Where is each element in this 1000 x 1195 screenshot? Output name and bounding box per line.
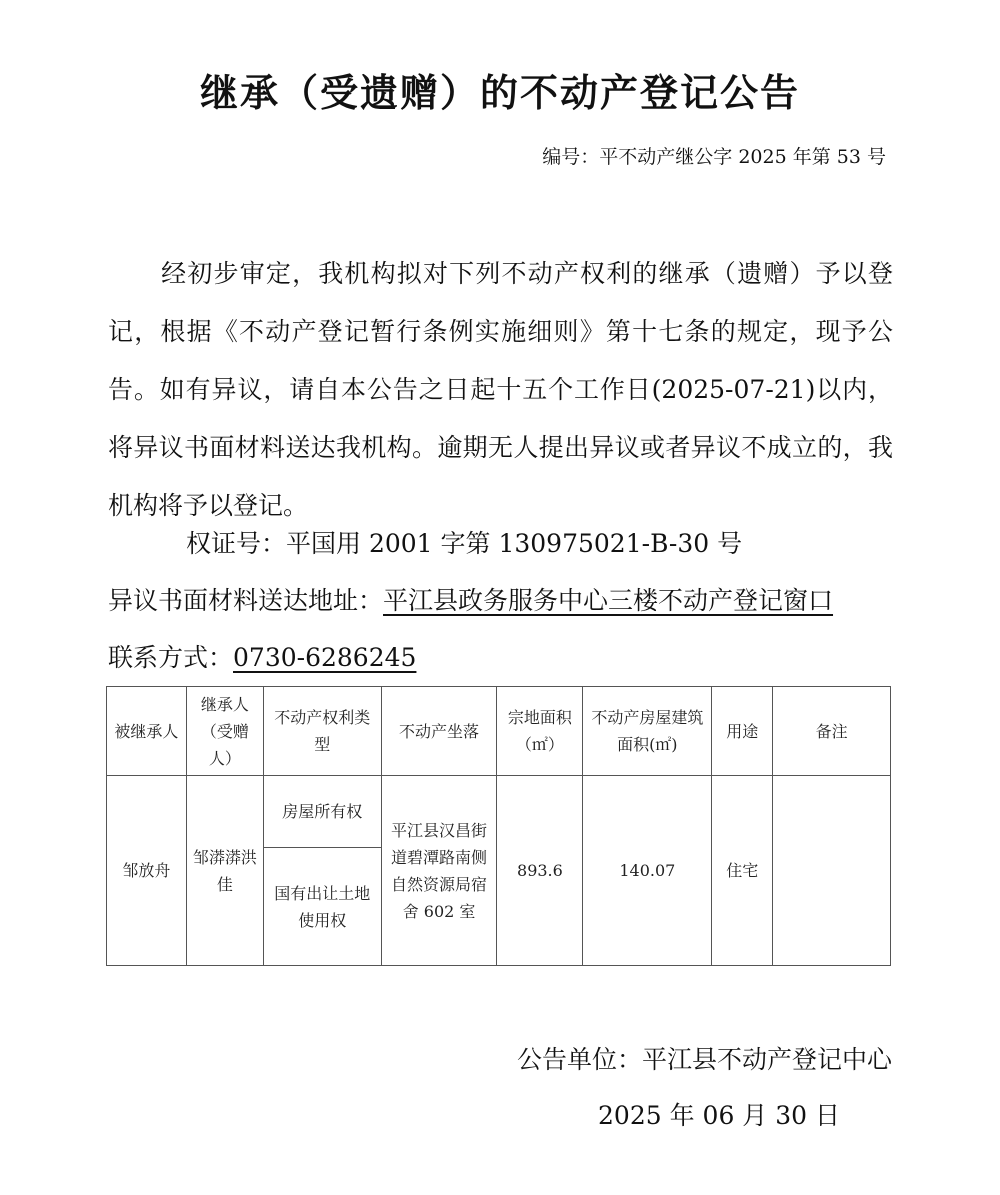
issue-date: 2025 年 06 月 30 日: [598, 1101, 840, 1130]
header-heir: 继承人（受赠人）: [186, 687, 263, 776]
header-location: 不动产坐落: [381, 687, 497, 776]
issuing-unit: 公告单位：平江县不动产登记中心: [516, 1045, 892, 1074]
header-building-area: 不动产房屋建筑面积(㎡): [583, 687, 712, 776]
table-row: [107, 776, 891, 848]
contact-label: 联系方式：: [108, 643, 234, 672]
contact-phone: 0730-6286245: [233, 643, 417, 672]
cell-right-type-land: 国有出让土地使用权: [263, 848, 381, 966]
cell-usage: 住宅: [712, 776, 773, 966]
cell-heir: 邹漭漭洪佳: [186, 776, 263, 966]
cell-decedent: 邹放舟: [107, 776, 187, 966]
certificate-number: 权证号：平国用 2001 字第 130975021-B-30 号: [186, 529, 743, 558]
announcement-body-text: 经初步审定，我机构拟对下列不动产权利的继承（遗赠）予以登记，根据《不动产登记暂行条例实施细则》第十七条的规定，现予公告。如有异议，请自本公告之日起十五个工作日(2025-07-21)以内，将异议书面材料送达我机构。逾期无人提出异议或者异议不成立的，我机构将予以登记。: [108, 259, 893, 520]
objection-address: [108, 581, 833, 617]
document-number: 编号：平不动产继公字 2025 年第 53 号: [542, 146, 886, 168]
cell-building-area: 140.07: [583, 776, 712, 966]
announcement-body: [108, 245, 893, 535]
header-decedent: 被继承人: [107, 687, 187, 776]
contact-info: [108, 638, 416, 674]
objection-address-value: 平江县政务服务中心三楼不动产登记窗口: [383, 586, 834, 615]
registration-table: [106, 686, 891, 966]
cell-land-area: 893.6: [497, 776, 583, 966]
cell-right-type-house: 房屋所有权: [263, 776, 381, 848]
header-land-area: 宗地面积（㎡）: [497, 687, 583, 776]
header-remarks: 备注: [773, 687, 891, 776]
objection-address-label: 异议书面材料送达地址：: [108, 586, 384, 615]
cell-location: 平江县汉昌街道碧潭路南侧自然资源局宿舍 602 室: [381, 776, 497, 966]
cell-remarks: [773, 776, 891, 966]
header-right-type: 不动产权利类 型: [263, 687, 381, 776]
header-usage: 用途: [712, 687, 773, 776]
table-header-row: [107, 687, 891, 776]
page-title: 继承（受遗赠）的不动产登记公告: [199, 71, 800, 115]
